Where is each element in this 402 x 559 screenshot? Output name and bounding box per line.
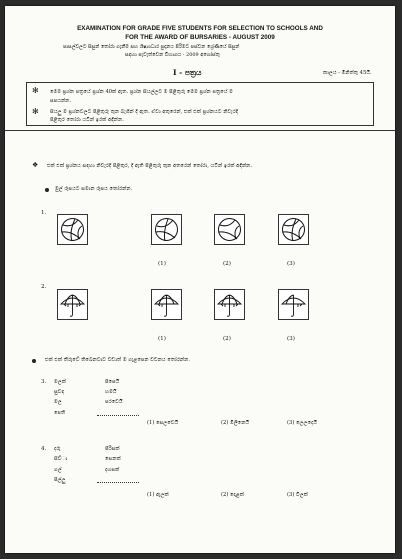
word-right: සෙනක්: [105, 456, 121, 462]
word-right: හමයි: [105, 389, 117, 395]
umbrella-option2-image[interactable]: [214, 289, 245, 320]
option-label-3: (3): [287, 261, 295, 267]
exam-title-line1: EXAMINATION FOR GRADE FIVE STUDENTS FOR SELECTION TO SCHOOLS AND: [77, 25, 323, 32]
answer-option-2[interactable]: (2) දොළක්: [221, 492, 245, 498]
instruction-line1: මෙම ප්‍රශ්න පත්‍රයේ ප්‍රශ්න 40ක් ඇත. ප්‍රශ්න සියල්ලට ම පිළිතුරු මෙම ප්‍රශ්න පත්‍රයේ ම: [50, 89, 233, 95]
word-left: පෙති: [54, 410, 66, 416]
word-left: මල: [54, 399, 62, 405]
umbrella-reference-image: [57, 289, 88, 320]
word-left: මලක්: [54, 379, 66, 385]
section1-prompt: මුල් රූපයට සමාන රූපය තෝරන්න.: [55, 186, 133, 192]
option-label-2: (2): [223, 336, 231, 342]
umbrella-option1-image[interactable]: [151, 289, 182, 320]
option-label-1: (1): [158, 261, 166, 267]
word-left: දරු: [54, 446, 61, 452]
exam-page: [5, 6, 395, 553]
sinhala-title-line1: පාසල්වලට සිසුන් තෝරා ගැනීම සහ ශිෂ්‍යාධාර පුදානය පිරිමට පස්වන ශ්‍රේණියේ සිසුන්: [63, 44, 240, 50]
word-left: සිව්ා: [54, 456, 68, 462]
bullet-icon: [32, 359, 36, 363]
general-instruction: එක් එක් ප්‍රශ්නය සඳහා නිවැරදි පිළිතුර, දී ඇති පිළිතුරු තුන අතරෙන් තෝරා, යටින් ඉරක් අඳින්න.: [47, 163, 253, 169]
diamond-icon: ❖: [32, 161, 39, 169]
word-right: පිරිසක්: [105, 446, 120, 452]
volleyball-option2-image[interactable]: [214, 214, 245, 245]
question-number: 2.: [41, 284, 47, 290]
word-right: පරවෙයි: [105, 399, 123, 405]
option-label-1: (1): [158, 336, 166, 342]
divider: [5, 130, 395, 131]
word-left: සුවඳ: [54, 389, 65, 395]
word-right: දහසක්: [105, 467, 120, 473]
answer-option-3[interactable]: (3) ලෙලදෙයි: [287, 420, 318, 426]
volleyball-option1-image[interactable]: [151, 214, 182, 245]
question-number: 3.: [41, 379, 47, 385]
question-number: 4.: [41, 446, 47, 452]
answer-option-3[interactable]: (3) විලක්: [287, 492, 308, 498]
option-label-3: (3): [287, 336, 295, 342]
instruction-line3: සියලු ම ප්‍රශ්නවලට පිළිතුරු තුන බැගින් දී ඇත. ඒවා අතුරෙන්, එක් එක් ප්‍රශ්නයට නිවැරදි: [50, 109, 239, 115]
asterisk-icon: ✻: [32, 86, 39, 95]
volleyball-option3-image[interactable]: [278, 214, 309, 245]
umbrella-option3-image[interactable]: [278, 289, 309, 320]
word-left: ගල්: [54, 467, 62, 473]
word-right: පිපෙයි: [105, 379, 120, 385]
section2-prompt: එක් එක් තීරුවේ තිබෙනවාට වඩාත් ම ගැළපෙන වචනය තෝරන්න.: [45, 357, 190, 363]
question-number: 1.: [41, 210, 47, 216]
option-label-2: (2): [223, 261, 231, 267]
instruction-line2: සපයන්න.: [50, 98, 72, 104]
paper-label: I - පත්‍රය: [173, 68, 202, 77]
time-allowed: කාලය - මිනිත්තු 45යි.: [323, 70, 372, 76]
answer-blank: [97, 415, 139, 416]
answer-option-1[interactable]: (1) ඇලක්: [147, 492, 169, 498]
answer-blank: [97, 482, 139, 483]
answer-option-1[interactable]: (1) සෙලවෙයි: [147, 420, 179, 426]
volleyball-reference-image: [57, 214, 88, 245]
instruction-line4: පිළිතුර තෝරා යටින් ඉරක් අඳින්න.: [50, 117, 124, 123]
bullet-icon: [45, 188, 49, 192]
exam-title-line2: FOR THE AWARD OF BURSARIES - AUGUST 2009: [125, 34, 275, 41]
asterisk-icon: ✻: [32, 107, 39, 116]
word-left: පිල්ලු: [54, 477, 66, 483]
sinhala-title-line2: සඳහා පැවැත්වෙන විභාගය - 2009 අගෝස්තු: [125, 52, 220, 58]
answer-option-2[interactable]: (2) මිලිනෙයි: [221, 420, 250, 426]
